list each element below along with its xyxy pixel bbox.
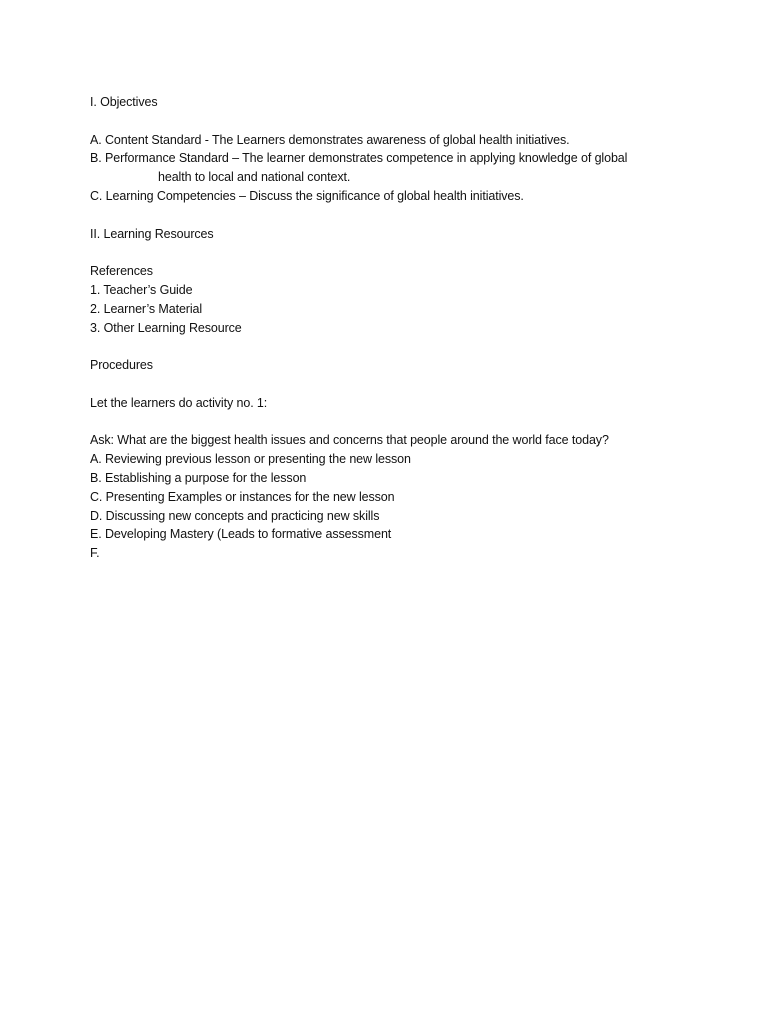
reference-item: 3. Other Learning Resource [90,320,242,335]
procedure-item: D. Discussing new concepts and practicing new skills [90,508,380,523]
performance-standard-text: B. Performance Standard – The learner demonstrates competence in applying knowledge of global [90,151,628,166]
learning-competencies-text: C. Learning Competencies – Discuss the significance of global health initiatives. [90,188,524,203]
reference-item: 2. Learner’s Material [90,301,203,316]
ask-question-text: Ask: What are the biggest health issues and concerns that people around the world face today? [90,433,609,448]
procedure-item: A. Reviewing previous lesson or presenting the new lesson [90,452,411,467]
spacer [90,243,750,262]
procedures-heading: Procedures [90,358,153,373]
spacer [90,206,750,225]
spacer [90,337,750,356]
procedure-item: C. Presenting Examples or instances for the new lesson [90,489,395,504]
spacer [90,112,750,131]
references-heading: References [90,264,153,279]
content-standard-text: A. Content Standard - The Learners demonstrates awareness of global health initiatives. [90,132,570,147]
objectives-heading: I. Objectives [90,95,158,109]
procedure-item: F. [90,546,100,561]
procedure-item: E. Developing Mastery (Leads to formative assessment [90,527,392,542]
learning-resources-heading: II. Learning Resources [90,226,214,241]
reference-item: 1. Teacher’s Guide [90,282,193,297]
activity-instruction-text: Let the learners do activity no. 1: [90,395,268,410]
spacer [90,375,750,394]
performance-standard-continuation: health to local and national context. [158,170,351,185]
lesson-plan-document [90,93,750,563]
procedure-item: B. Establishing a purpose for the lesson [90,470,307,485]
spacer [90,413,750,432]
